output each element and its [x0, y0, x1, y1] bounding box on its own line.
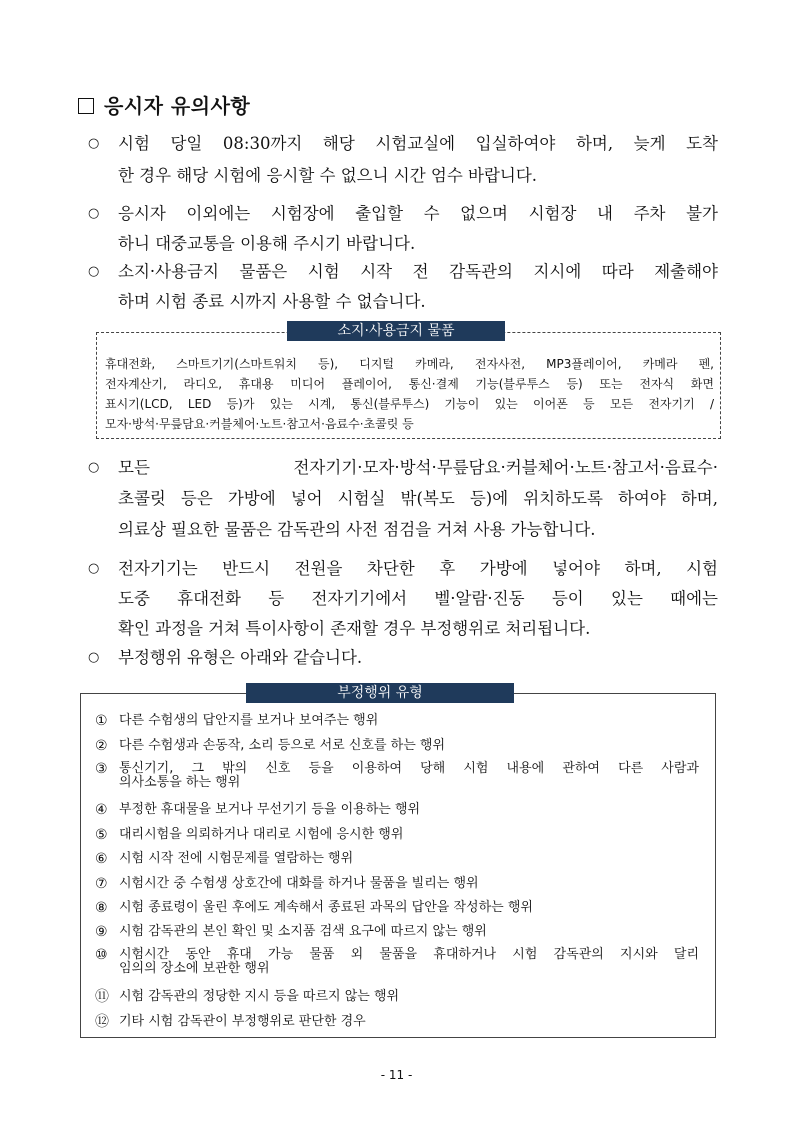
paragraph-line: 전자기기는 반드시 전원을 차단한 후 가방에 넣어야 하며, 시험	[118, 559, 718, 578]
paragraph-line: 의료상 필요한 물품은 감독관의 사전 점검을 거쳐 사용 가능합니다.	[118, 520, 596, 539]
item-number: ⑧	[95, 900, 108, 916]
prohibited-items-line: 휴대전화, 스마트기기(스마트워치 등), 디지털 카메라, 전자사전, MP3플레이어, 카메라 펜,	[105, 357, 714, 371]
item-text: 의사소통을 하는 행위	[119, 775, 241, 790]
bullet-circle-icon: ○	[88, 136, 100, 151]
item-number: ①	[95, 713, 108, 729]
prohibited-items-line: 모자·방석·무릎담요·커블체어·노트·참고서·음료수·초콜릿 등	[105, 417, 414, 431]
paragraph-line: 하니 대중교통을 이용해 주시기 바랍니다.	[118, 234, 416, 253]
item-text: 시험 감독관의 정당한 지시 등을 따르지 않는 행위	[119, 989, 400, 1004]
page-number: - 11 -	[380, 1068, 413, 1082]
paragraph-line: 부정행위 유형은 아래와 같습니다.	[118, 648, 363, 667]
prohibited-items-title: 소지·사용금지 물품	[287, 321, 505, 341]
prohibited-items-line: 전자계산기, 라디오, 휴대용 미디어 플레이어, 통신·결제 기능(블루투스 등) 또는 전자식 화면	[105, 377, 714, 391]
item-number: ⑨	[95, 924, 108, 940]
item-text: 시험 감독관의 본인 확인 및 소지품 검색 요구에 따르지 않는 행위	[119, 924, 487, 939]
item-text: 시험시간 중 수험생 상호간에 대화를 하거나 물품을 빌리는 행위	[119, 876, 479, 891]
paragraph-line: 소지·사용금지 물품은 시험 시작 전 감독관의 지시에 따라 제출해야	[118, 262, 718, 281]
misconduct-types-title: 부정행위 유형	[246, 683, 514, 703]
bullet-circle-icon: ○	[88, 206, 100, 221]
item-number: ⑩	[95, 947, 108, 963]
item-text: 시험 시작 전에 시험문제를 열람하는 행위	[119, 851, 354, 866]
bullet-circle-icon: ○	[88, 650, 100, 665]
item-number: ④	[95, 802, 108, 818]
item-number: ③	[95, 761, 108, 777]
misconduct-types-box	[80, 685, 716, 1038]
paragraph-line: 응시자 이외에는 시험장에 출입할 수 없으며 시험장 내 주차 불가	[118, 204, 718, 223]
bullet-circle-icon: ○	[88, 460, 100, 475]
item-text: 시험시간 동안 휴대 가능 물품 외 물품을 휴대하거나 시험 감독관의 지시와 달리	[119, 947, 699, 962]
item-text: 임의의 장소에 보관한 행위	[119, 961, 270, 976]
item-text: 다른 수험생과 손동작, 소리 등으로 서로 신호를 하는 행위	[119, 738, 446, 753]
checkbox-square-icon	[78, 98, 94, 114]
item-text: 시험 종료령이 울린 후에도 계속해서 종료된 과목의 답안을 작성하는 행위	[119, 900, 533, 915]
item-number: ⑫	[95, 1014, 109, 1030]
item-number: ②	[95, 738, 108, 754]
paragraph-line: 한 경우 해당 시험에 응시할 수 없으니 시간 엄수 바랍니다.	[118, 166, 538, 185]
item-text: 부정한 휴대물을 보거나 무선기기 등을 이용하는 행위	[119, 802, 421, 817]
paragraph-line: 모든 전자기기·모자·방석·무릎담요·커블체어·노트·참고서·음료수·	[118, 458, 718, 477]
item-number: ⑪	[95, 989, 109, 1005]
bullet-circle-icon: ○	[88, 264, 100, 279]
bullet-circle-icon: ○	[88, 561, 100, 576]
item-text: 대리시험을 의뢰하거나 대리로 시험에 응시한 행위	[119, 827, 404, 842]
paragraph-line: 도중 휴대전화 등 전자기기에서 벨·알람·진동 등이 있는 때에는	[118, 589, 718, 608]
prohibited-items-box	[96, 323, 721, 439]
section-heading	[78, 90, 250, 119]
item-text: 기타 시험 감독관이 부정행위로 판단한 경우	[119, 1014, 366, 1029]
paragraph-line: 하며 시험 종료 시까지 사용할 수 없습니다.	[118, 292, 426, 311]
item-number: ⑦	[95, 876, 108, 892]
paragraph-line: 시험 당일 08:30까지 해당 시험교실에 입실하여야 하며, 늦게 도착	[118, 134, 718, 153]
section-title: 응시자 유의사항	[104, 94, 251, 118]
item-text: 다른 수험생의 답안지를 보거나 보여주는 행위	[119, 713, 379, 728]
prohibited-items-line: 표시기(LCD, LED 등)가 있는 시계, 통신(블루투스) 기능이 있는 이어폰 등 모든 전자기기 /	[105, 397, 714, 411]
item-text: 통신기기, 그 밖의 신호 등을 이용하여 당해 시험 내용에 관하여 다른 사람과	[119, 761, 699, 776]
paragraph-line: 확인 과정을 거쳐 특이사항이 존재할 경우 부정행위로 처리됩니다.	[118, 619, 591, 638]
paragraph-line: 초콜릿 등은 가방에 넣어 시험실 밖(복도 등)에 위치하도록 하여야 하며,	[118, 489, 718, 508]
item-number: ⑥	[95, 851, 108, 867]
item-number: ⑤	[95, 827, 108, 843]
